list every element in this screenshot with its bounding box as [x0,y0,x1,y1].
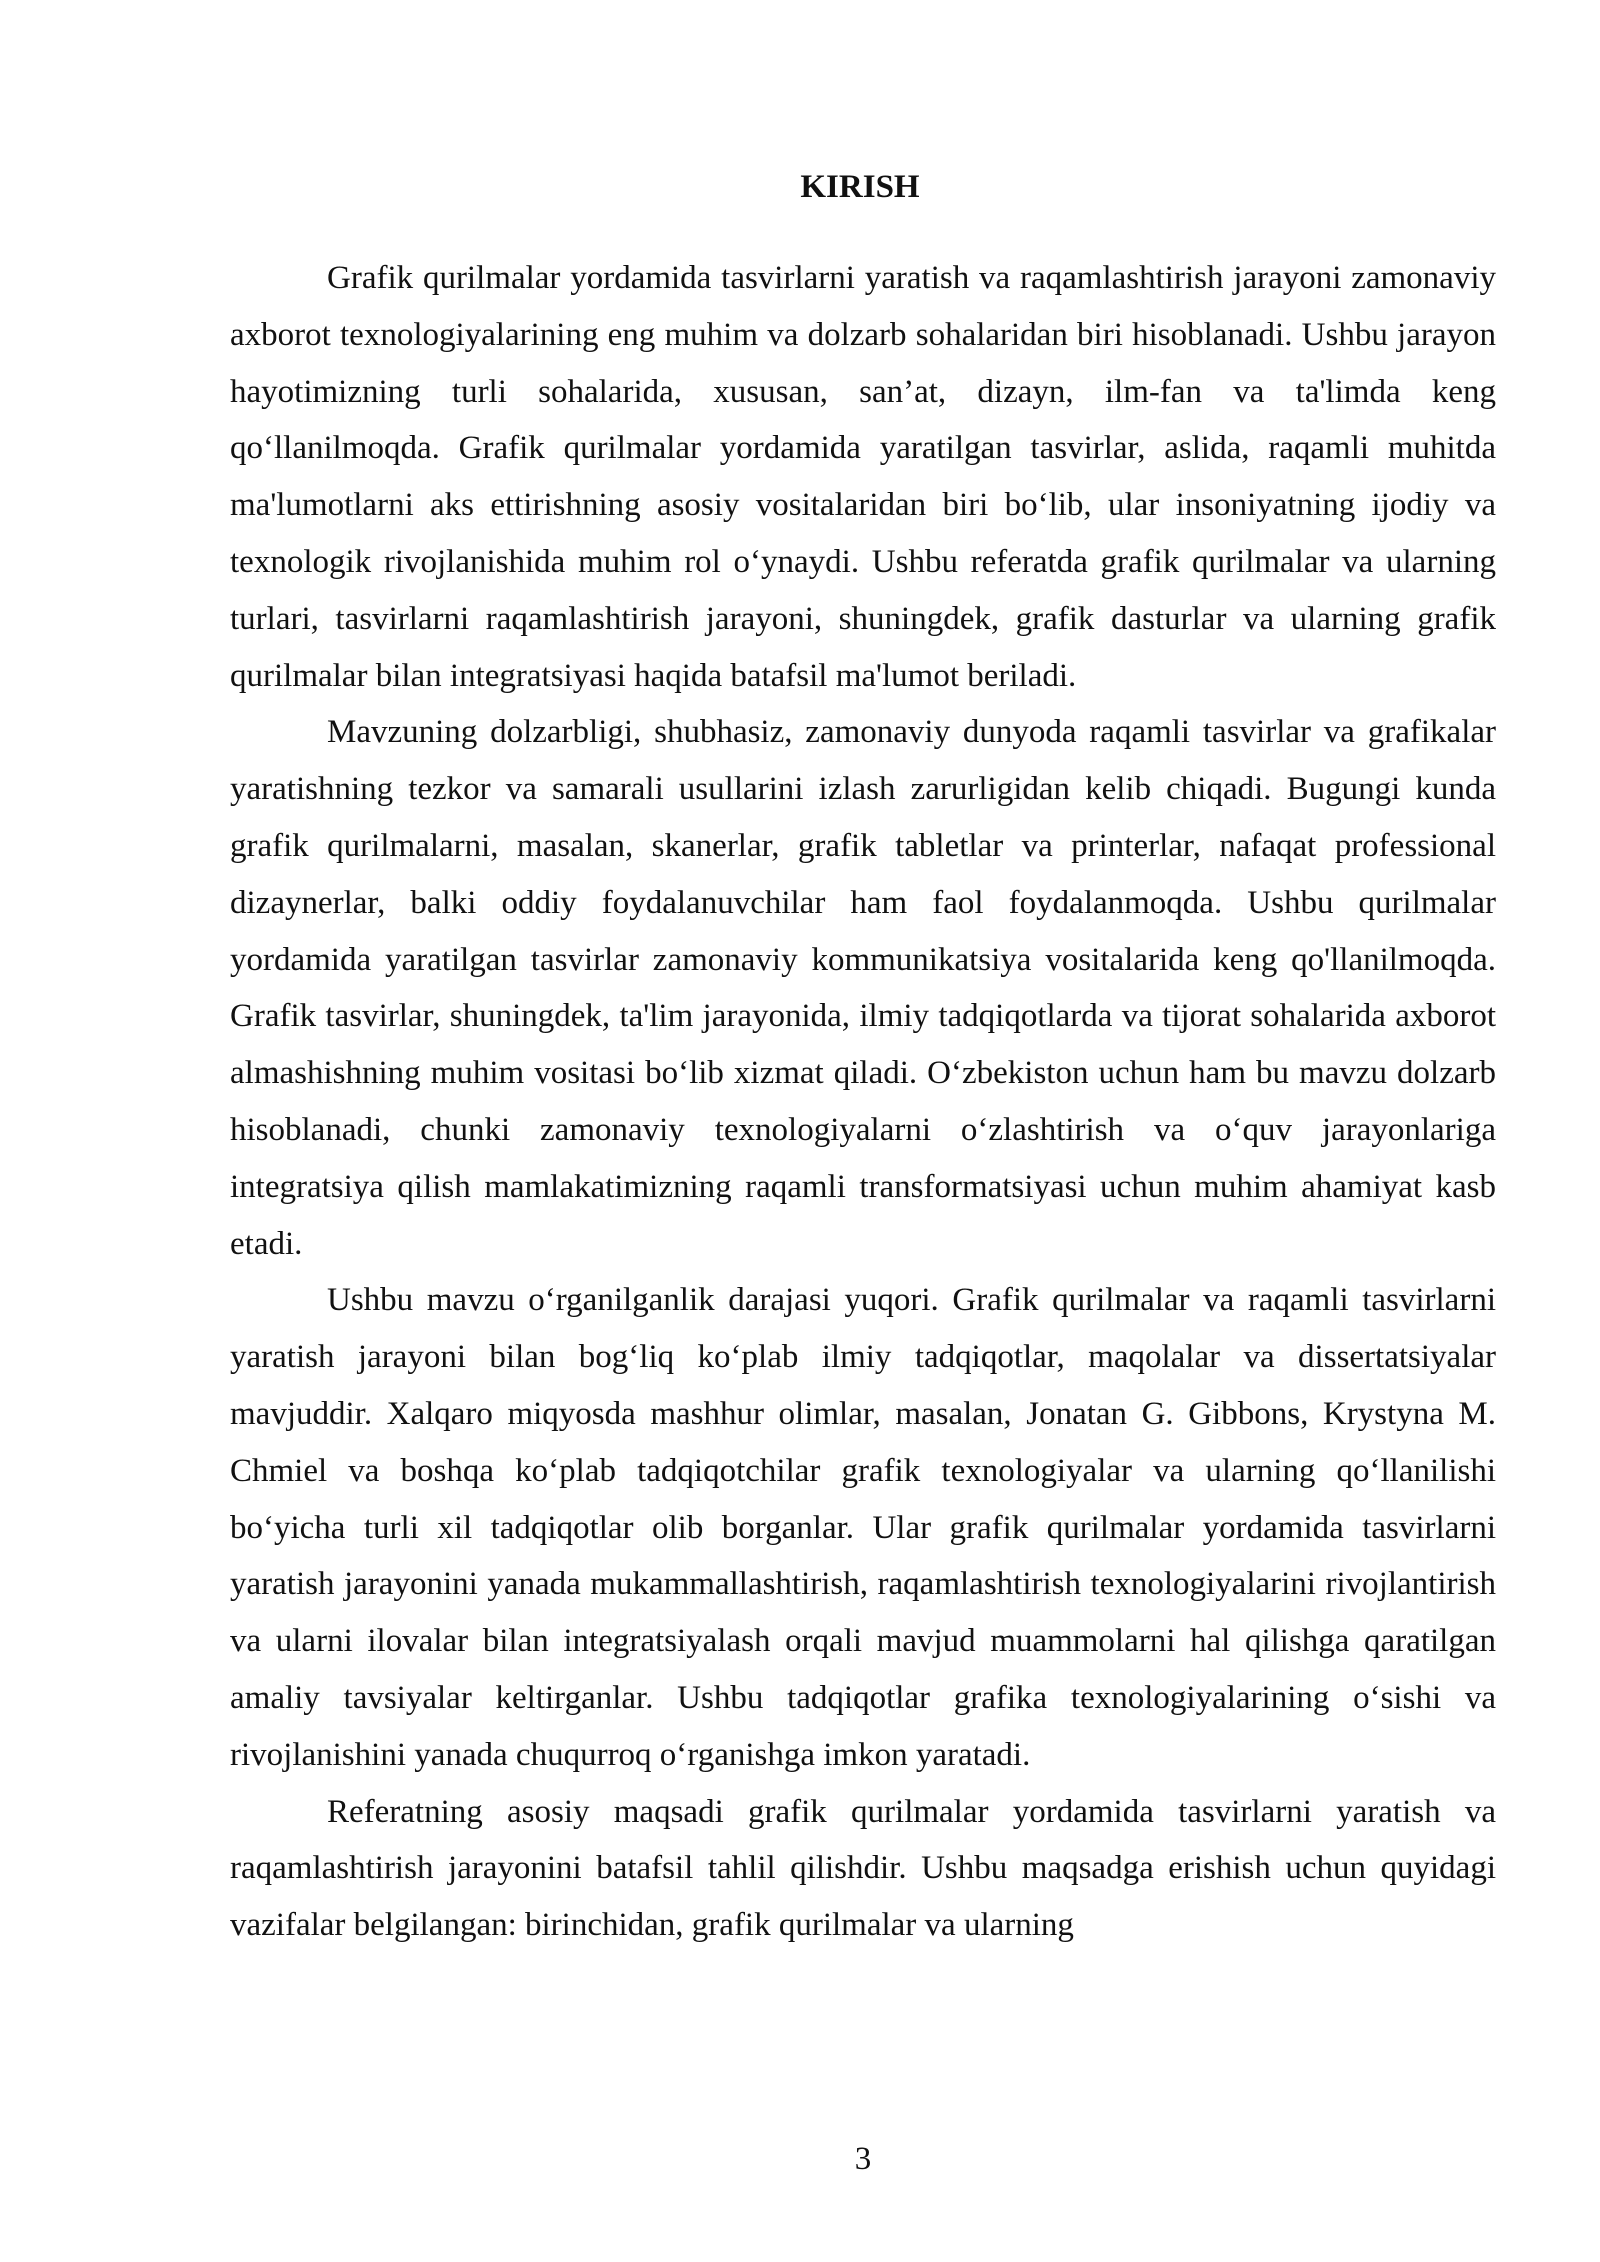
page-number: 3 [854,2141,872,2177]
body-text [230,250,1496,1954]
paragraph-study-level: Ushbu mavzu o‘rganilganlik darajasi yuqori. Grafik qurilmalar va raqamli tasvirlarni yaratish jarayoni bilan bog‘liq ko‘plab ilmiy tadqiqotlar, maqolalar va dissertatsiyalar mavjuddir. Xalqaro miqyosda mashhur olimlar, masalan, Jonatan G. Gibbons, Krystyna M. Chmiel va boshqa ko‘plab tadqiqotchilar grafik texnologiyalar va ularning qo‘llanilishi bo‘yicha turli xil tadqiqotlar olib borganlar. Ular grafik qurilmalar yordamida tasvirlarni yaratish jarayonini yanada mukammallashtirish, raqamlashtirish texnologiyalarini rivojlantirish va ularni ilovalar bilan integratsiyalash orqali mavjud muammolarni hal qilishga qaratilgan amaliy tavsiyalar keltirganlar. Ushbu tadqiqotlar grafika texnologiyalarining o‘sishi va rivojlanishini yanada chuqurroq o‘rganishga imkon yaratadi. [230,1282,1496,1773]
paragraph-introduction: Grafik qurilmalar yordamida tasvirlarni yaratish va raqamlashtirish jarayoni zamonaviy axborot texnologiyalarining eng muhim va dolzarb sohalaridan biri hisoblanadi. Ushbu jarayon hayotimizning turli sohalarida, xususan, san’at, dizayn, ilm-fan va ta'limda keng qo‘llanilmoqda. Grafik qurilmalar yordamida yaratilgan tasvirlar, aslida, raqamli muhitda ma'lumotlarni aks ettirishning asosiy vositalaridan biri bo‘lib, ular insoniyatning ijodiy va texnologik rivojlanishida muhim rol o‘ynaydi. Ushbu referatda grafik qurilmalar va ularning turlari, tasvirlarni raqamlashtirish jarayoni, shuningdek, grafik dasturlar va ularning grafik qurilmalar bilan integratsiyasi haqida batafsil ma'lumot beriladi. [230,260,1496,694]
paragraph-relevance: Mavzuning dolzarbligi, shubhasiz, zamonaviy dunyoda raqamli tasvirlar va grafikalar yaratishning tezkor va samarali usullarini izlash zarurligidan kelib chiqadi. Bugungi kunda grafik qurilmalarni, masalan, skanerlar, grafik tabletlar va printerlar, nafaqat professional dizaynerlar, balki oddiy foydalanuvchilar ham faol foydalanmoqda. Ushbu qurilmalar yordamida yaratilgan tasvirlar zamonaviy kommunikatsiya vositalarida keng qo'llanilmoqda. Grafik tasvirlar, shuningdek, ta'lim jarayonida, ilmiy tadqiqotlarda va tijorat sohalarida axborot almashishning muhim vositasi bo‘lib xizmat qiladi. O‘zbekiston uchun ham bu mavzu dolzarb hisoblanadi, chunki zamonaviy texnologiyalarni o‘zlashtirish va o‘quv jarayonlariga integratsiya qilish mamlakatimizning raqamli transformatsiyasi uchun muhim ahamiyat kasb etadi. [230,714,1496,1262]
paragraph-goal: Referatning asosiy maqsadi grafik qurilmalar yordamida tasvirlarni yaratish va raqamlashtirish jarayonini batafsil tahlil qilishdir. Ushbu maqsadga erishish uchun quyidagi vazifalar belgilangan: birinchidan, grafik qurilmalar va ularning [230,1793,1496,1944]
page-title: KIRISH [800,169,920,205]
